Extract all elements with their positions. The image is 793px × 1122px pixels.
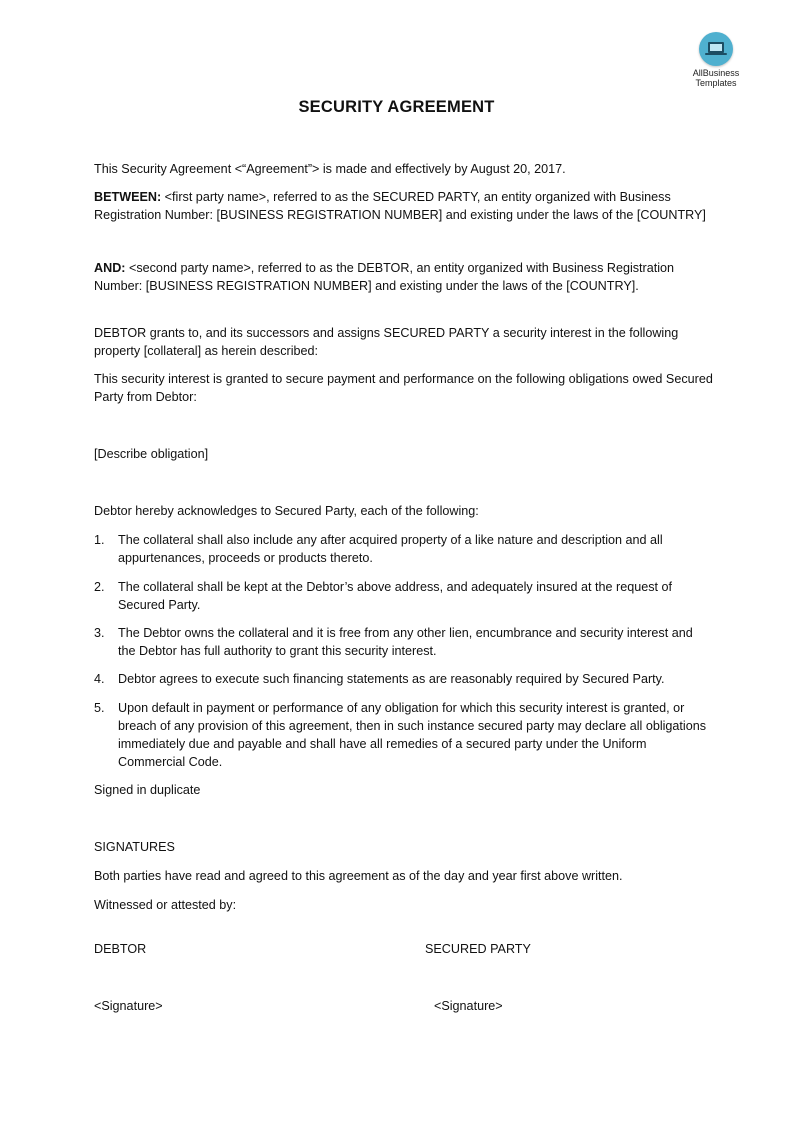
list-number: 1. xyxy=(94,533,105,547)
between-paragraph xyxy=(94,188,714,224)
list-text: The collateral shall be kept at the Debtor’s above address, and adequately insured at the request of Secured Party. xyxy=(118,580,673,612)
document-title: SECURITY AGREEMENT xyxy=(298,98,495,116)
between-label: BETWEEN: xyxy=(94,190,162,204)
logo-line-1: AllBusiness xyxy=(692,68,740,78)
signed-paragraph: Signed in duplicate xyxy=(94,783,201,797)
between-text: <first party name>, referred to as the SECURED PARTY, an entity organized with Business Registration Number: [BUSINESS REGISTRATION NUMBER] and existing under the laws of the [COUNTRY] xyxy=(94,190,706,222)
and-label: AND: xyxy=(94,261,126,275)
secured-party-signature: <Signature> xyxy=(434,999,503,1013)
debtor-label: DEBTOR xyxy=(94,942,147,956)
grant-paragraph: DEBTOR grants to, and its successors and assigns SECURED PARTY a security interest in the following property [collateral] as herein described: xyxy=(94,326,679,358)
both-parties-paragraph: Both parties have read and agreed to this agreement as of the day and year first above written. xyxy=(94,869,623,883)
list-text: The collateral shall also include any after acquired property of a like nature and description and all appurtenances, proceeds or products thereto. xyxy=(118,533,663,565)
signatures-heading: SIGNATURES xyxy=(94,840,175,854)
list-text: The Debtor owns the collateral and it is free from any other lien, encumbrance and security interest and the Debtor has full authority to grant this security interest. xyxy=(118,626,693,658)
list-number: 2. xyxy=(94,580,105,594)
and-text: <second party name>, referred to as the DEBTOR, an entity organized with Business Registration Number: [BUSINESS REGISTRATION NUMBER] and existing under the laws of the [COUNTRY]. xyxy=(94,261,675,293)
company-logo xyxy=(680,32,752,88)
acknowledges-paragraph: Debtor hereby acknowledges to Secured Party, each of the following: xyxy=(94,504,479,518)
logo-line-2: Templates xyxy=(695,78,737,88)
describe-obligation: [Describe obligation] xyxy=(94,447,209,461)
and-paragraph xyxy=(94,259,714,295)
witnessed-paragraph: Witnessed or attested by: xyxy=(94,898,237,912)
list-number: 4. xyxy=(94,672,105,686)
intro-paragraph: This Security Agreement <“Agreement”> is made and effectively by August 20, 2017. xyxy=(94,162,566,176)
debtor-signature: <Signature> xyxy=(94,999,163,1013)
list-number: 3. xyxy=(94,626,105,640)
list-text: Upon default in payment or performance of any obligation for which this security interest is granted, or breach of any provision of this agreement, then in such instance secured party may declare all obligations immediately due and payable and shall have all remedies of a secured party under the Uniform Commercial Code. xyxy=(118,701,707,769)
list-text: Debtor agrees to execute such financing statements as are reasonably required by Secured Party. xyxy=(118,672,665,686)
list-number: 5. xyxy=(94,701,105,715)
obligations-paragraph: This security interest is granted to secure payment and performance on the following obligations owed Secured Party from Debtor: xyxy=(94,372,713,404)
laptop-icon xyxy=(699,32,733,66)
secured-party-label: SECURED PARTY xyxy=(425,942,531,956)
